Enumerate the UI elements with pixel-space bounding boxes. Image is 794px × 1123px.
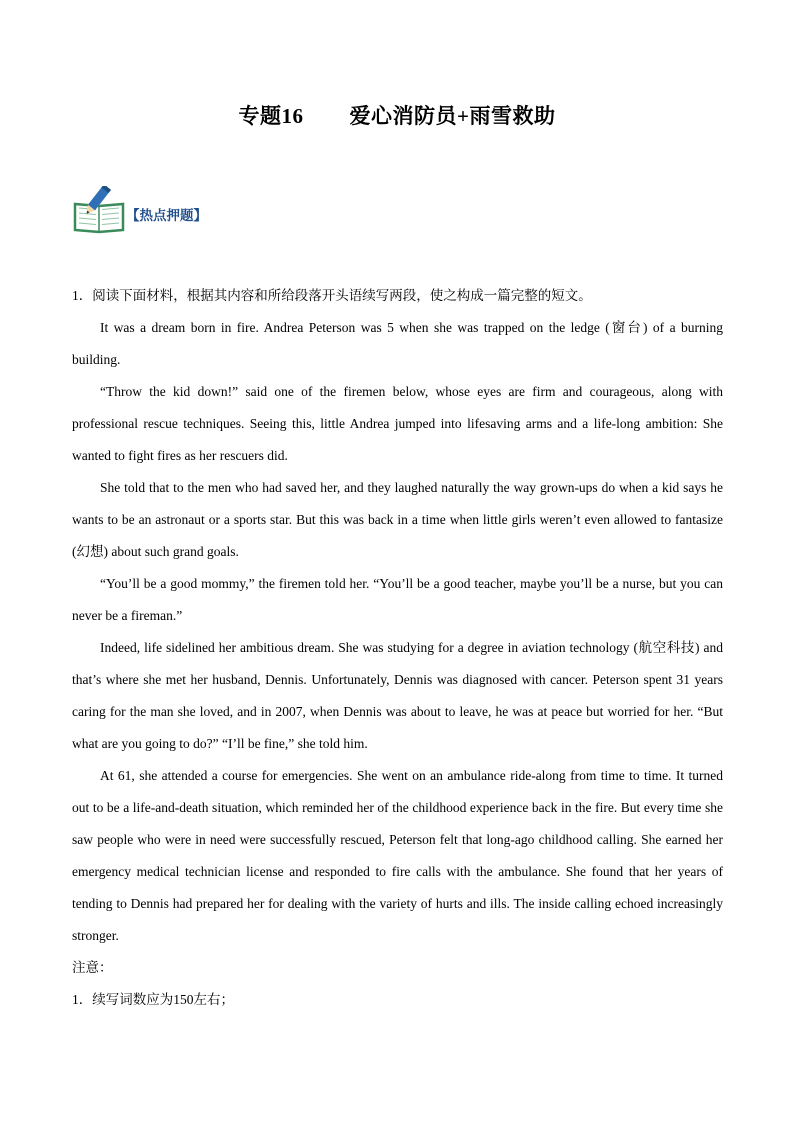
passage-paragraph: “You’ll be a good mommy,” the firemen told her. “You’ll be a good teacher, maybe you’ll be a nurse, but you can never be a fireman.” — [72, 576, 723, 623]
note-item: 1．续写词数应为150左右； — [72, 992, 234, 1007]
section-badge — [72, 186, 232, 236]
passage-paragraph: She told that to the men who had saved her, and they laughed naturally the way grown-ups do when a kid says he wants to be an astronaut or a sports star. But this was back in a time when little girls weren’t even allowed to fantasize (幻想) about such grand goals. — [72, 480, 723, 559]
notes-heading: 注意： — [72, 960, 113, 975]
section-label: 【热点押题】 — [126, 208, 207, 223]
passage-paragraph: At 61, she attended a course for emergencies. She went on an ambulance ride-along from time to time. It turned out to be a life-and-death situation, which reminded her of the childhood experience back in the fire. But every time she saw people who were in need were successfully rescued, Peterson felt that long-ago childhood calling. She earned her emergency medical technician license and responded to fire calls with the ambulance. She found that her years of tending to Dennis had prepared her for dealing with the variety of hurts and ills. The inside calling echoed increasingly stronger. — [72, 768, 723, 943]
page-title — [0, 100, 794, 130]
topic-number: 专题16 — [238, 104, 304, 128]
topic-name: 爱心消防员+雨雪救助 — [349, 104, 556, 128]
passage-paragraph: “Throw the kid down!” said one of the firemen below, whose eyes are firm and courageous, along with professional rescue techniques. Seeing this, little Andrea jumped into lifesaving arms and a life-long ambition: She wanted to fight fires as her rescuers did. — [72, 384, 723, 463]
book-pencil-icon — [72, 186, 128, 236]
question-block — [72, 280, 723, 1016]
question-instruction: 1．阅读下面材料，根据其内容和所给段落开头语续写两段，使之构成一篇完整的短文。 — [72, 288, 592, 303]
passage-paragraph: Indeed, life sidelined her ambitious dream. She was studying for a degree in aviation technology (航空科技) and that’s where she met her husband, Dennis. Unfortunately, Dennis was diagnosed with cancer. Peterson spent 31 years caring for the man she loved, and in 2007, when Dennis was about to leave, he was at peace but worried for her. “But what are you going to do?” “I’ll be fine,” she told him. — [72, 640, 723, 751]
passage-paragraph: It was a dream born in fire. Andrea Peterson was 5 when she was trapped on the ledge (窗台) of a burning building. — [72, 320, 723, 367]
